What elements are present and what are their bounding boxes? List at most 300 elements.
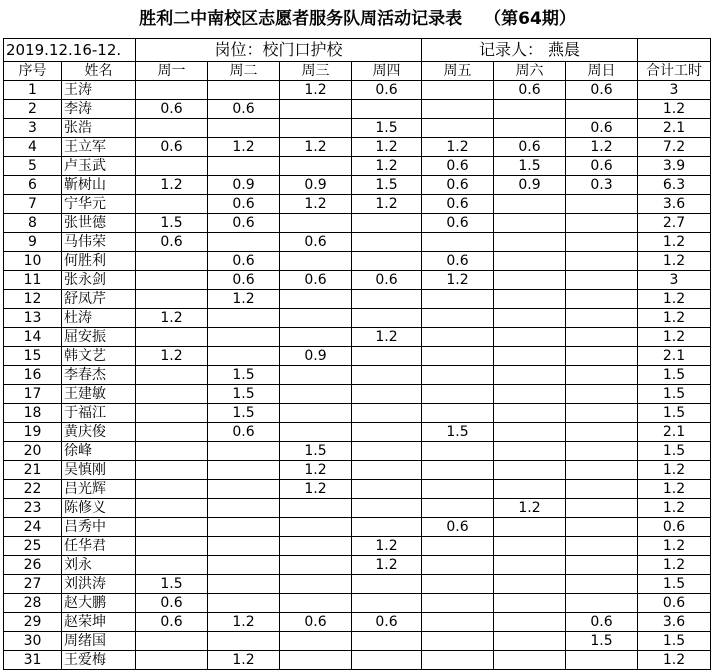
- total-hours: 1.5: [638, 385, 711, 404]
- day-hours: 1.5: [352, 176, 422, 195]
- volunteer-name: 王涛: [62, 81, 136, 100]
- table-row: [4, 632, 711, 651]
- day-hours: [494, 461, 566, 480]
- day-hours: 1.5: [352, 119, 422, 138]
- volunteer-name: 吕秀中: [62, 518, 136, 537]
- day-hours: [280, 119, 352, 138]
- volunteer-name: 刘洪涛: [62, 575, 136, 594]
- day-hours: [280, 499, 352, 518]
- volunteer-name: 张世德: [62, 214, 136, 233]
- day-hours: [136, 404, 208, 423]
- day-hours: [566, 594, 638, 613]
- volunteer-name: 李涛: [62, 100, 136, 119]
- day-hours: [136, 81, 208, 100]
- row-index: 18: [4, 404, 62, 423]
- day-hours: [494, 613, 566, 632]
- day-hours: [494, 271, 566, 290]
- day-hours: 0.9: [280, 176, 352, 195]
- day-hours: [422, 233, 494, 252]
- day-hours: [422, 309, 494, 328]
- row-index: 11: [4, 271, 62, 290]
- day-hours: 0.6: [566, 119, 638, 138]
- volunteer-name: 王建敏: [62, 385, 136, 404]
- volunteer-name: 何胜利: [62, 252, 136, 271]
- day-hours: [566, 385, 638, 404]
- total-hours: 7.2: [638, 138, 711, 157]
- day-hours: [208, 632, 280, 651]
- volunteer-name: 张永剑: [62, 271, 136, 290]
- day-hours: 1.2: [280, 461, 352, 480]
- day-hours: 0.6: [208, 100, 280, 119]
- day-hours: [208, 480, 280, 499]
- day-hours: [566, 556, 638, 575]
- volunteer-name: 徐峰: [62, 442, 136, 461]
- day-hours: [208, 556, 280, 575]
- total-hours: 3: [638, 81, 711, 100]
- day-hours: [280, 290, 352, 309]
- table-row: [4, 537, 711, 556]
- day-hours: [494, 480, 566, 499]
- day-hours: [136, 366, 208, 385]
- volunteer-name: 马伟荣: [62, 233, 136, 252]
- volunteer-name: 周绪国: [62, 632, 136, 651]
- total-hours: 2.1: [638, 423, 711, 442]
- day-hours: 0.6: [208, 195, 280, 214]
- table-row: [4, 556, 711, 575]
- row-index: 22: [4, 480, 62, 499]
- day-hours: [494, 423, 566, 442]
- day-hours: [208, 328, 280, 347]
- day-hours: [208, 157, 280, 176]
- day-hours: [422, 100, 494, 119]
- day-hours: 1.5: [208, 366, 280, 385]
- day-hours: 0.6: [422, 518, 494, 537]
- day-hours: [566, 461, 638, 480]
- table-row: [4, 423, 711, 442]
- day-hours: [566, 309, 638, 328]
- day-hours: 1.5: [494, 157, 566, 176]
- day-hours: 1.2: [566, 138, 638, 157]
- day-hours: [422, 594, 494, 613]
- day-hours: [566, 537, 638, 556]
- day-hours: [494, 309, 566, 328]
- volunteer-name: 舒凤芹: [62, 290, 136, 309]
- day-hours: [352, 632, 422, 651]
- day-hours: [136, 423, 208, 442]
- table-row: [4, 233, 711, 252]
- day-hours: 0.6: [208, 423, 280, 442]
- day-hours: [280, 632, 352, 651]
- day-hours: [494, 651, 566, 670]
- row-index: 8: [4, 214, 62, 233]
- total-hours: 1.5: [638, 442, 711, 461]
- day-hours: 1.5: [208, 385, 280, 404]
- total-hours: 0.6: [638, 594, 711, 613]
- day-hours: 0.6: [422, 195, 494, 214]
- day-hours: [208, 347, 280, 366]
- day-hours: [494, 252, 566, 271]
- day-hours: [494, 290, 566, 309]
- volunteer-name: 陈修义: [62, 499, 136, 518]
- total-hours: 1.2: [638, 100, 711, 119]
- day-hours: [136, 556, 208, 575]
- day-hours: 1.2: [352, 328, 422, 347]
- total-hours: 1.5: [638, 632, 711, 651]
- day-hours: [208, 537, 280, 556]
- day-hours: [352, 233, 422, 252]
- row-index: 30: [4, 632, 62, 651]
- table-row: [4, 252, 711, 271]
- day-hours: [208, 309, 280, 328]
- day-hours: [422, 442, 494, 461]
- total-hours: 1.2: [638, 252, 711, 271]
- day-hours: 1.5: [422, 423, 494, 442]
- day-hours: [494, 100, 566, 119]
- volunteer-name: 李春杰: [62, 366, 136, 385]
- row-index: 28: [4, 594, 62, 613]
- row-index: 2: [4, 100, 62, 119]
- day-hours: [494, 556, 566, 575]
- day-hours: [494, 537, 566, 556]
- day-hours: [422, 119, 494, 138]
- day-hours: [494, 632, 566, 651]
- day-hours: [352, 575, 422, 594]
- day-hours: 0.6: [566, 157, 638, 176]
- day-hours: 1.2: [352, 138, 422, 157]
- day-hours: 1.2: [352, 556, 422, 575]
- day-hours: [136, 632, 208, 651]
- column-header: 周三: [280, 62, 352, 81]
- day-hours: 1.5: [566, 632, 638, 651]
- table-row: [4, 651, 711, 670]
- table-row: [4, 271, 711, 290]
- row-index: 23: [4, 499, 62, 518]
- day-hours: [566, 366, 638, 385]
- day-hours: [352, 385, 422, 404]
- table-row: [4, 461, 711, 480]
- day-hours: [494, 366, 566, 385]
- day-hours: [208, 594, 280, 613]
- volunteer-name: 张浩: [62, 119, 136, 138]
- total-hours: 3.6: [638, 613, 711, 632]
- day-hours: [280, 252, 352, 271]
- volunteer-name: 于福江: [62, 404, 136, 423]
- total-hours: 1.2: [638, 651, 711, 670]
- day-hours: [352, 461, 422, 480]
- day-hours: 1.5: [136, 575, 208, 594]
- day-hours: 0.9: [280, 347, 352, 366]
- day-hours: 1.5: [208, 404, 280, 423]
- row-index: 10: [4, 252, 62, 271]
- day-hours: [136, 518, 208, 537]
- table-row: [4, 347, 711, 366]
- day-hours: [280, 423, 352, 442]
- day-hours: [136, 252, 208, 271]
- day-hours: 1.2: [208, 651, 280, 670]
- record-table: [3, 38, 711, 670]
- table-row: [4, 195, 711, 214]
- day-hours: 1.2: [136, 309, 208, 328]
- day-hours: 0.6: [494, 138, 566, 157]
- day-hours: [566, 423, 638, 442]
- day-hours: [566, 214, 638, 233]
- day-hours: 1.5: [280, 442, 352, 461]
- day-hours: [280, 651, 352, 670]
- day-hours: [494, 404, 566, 423]
- day-hours: 0.6: [352, 271, 422, 290]
- column-header: 周六: [494, 62, 566, 81]
- row-index: 6: [4, 176, 62, 195]
- table-row: [4, 100, 711, 119]
- day-hours: 0.9: [494, 176, 566, 195]
- day-hours: [352, 347, 422, 366]
- day-hours: [352, 252, 422, 271]
- row-index: 19: [4, 423, 62, 442]
- volunteer-name: 屈安振: [62, 328, 136, 347]
- day-hours: 0.6: [208, 271, 280, 290]
- day-hours: 1.2: [280, 138, 352, 157]
- day-hours: 0.6: [136, 100, 208, 119]
- day-hours: 0.6: [494, 81, 566, 100]
- volunteer-name: 靳树山: [62, 176, 136, 195]
- day-hours: [494, 518, 566, 537]
- day-hours: [566, 100, 638, 119]
- day-hours: [494, 347, 566, 366]
- day-hours: [494, 575, 566, 594]
- day-hours: [566, 328, 638, 347]
- day-hours: [422, 385, 494, 404]
- column-header: 序号: [4, 62, 62, 81]
- column-header: 周四: [352, 62, 422, 81]
- day-hours: [136, 442, 208, 461]
- day-hours: [136, 328, 208, 347]
- total-hours: 1.2: [638, 499, 711, 518]
- sheet-title: [0, 0, 715, 38]
- row-index: 21: [4, 461, 62, 480]
- header-row: [4, 62, 711, 81]
- total-hours: 3.6: [638, 195, 711, 214]
- row-index: 4: [4, 138, 62, 157]
- row-index: 31: [4, 651, 62, 670]
- total-hours: 1.5: [638, 404, 711, 423]
- day-hours: [136, 271, 208, 290]
- day-hours: [280, 537, 352, 556]
- day-hours: [352, 309, 422, 328]
- volunteer-name: 韩文艺: [62, 347, 136, 366]
- day-hours: 0.3: [566, 176, 638, 195]
- day-hours: [352, 100, 422, 119]
- day-hours: [352, 594, 422, 613]
- day-hours: 1.5: [136, 214, 208, 233]
- row-index: 17: [4, 385, 62, 404]
- day-hours: 0.6: [422, 157, 494, 176]
- day-hours: 0.6: [422, 214, 494, 233]
- row-index: 25: [4, 537, 62, 556]
- day-hours: 0.6: [422, 252, 494, 271]
- day-hours: [566, 271, 638, 290]
- volunteer-name: 黄庆俊: [62, 423, 136, 442]
- total-hours: 2.7: [638, 214, 711, 233]
- total-hours: 3.9: [638, 157, 711, 176]
- row-index: 5: [4, 157, 62, 176]
- day-hours: [422, 537, 494, 556]
- day-hours: [280, 518, 352, 537]
- day-hours: [280, 366, 352, 385]
- info-row: [4, 39, 711, 62]
- table-row: [4, 385, 711, 404]
- day-hours: 0.6: [208, 214, 280, 233]
- day-hours: [494, 328, 566, 347]
- total-hours: 3: [638, 271, 711, 290]
- day-hours: 0.6: [566, 81, 638, 100]
- total-hours: 6.3: [638, 176, 711, 195]
- day-hours: [352, 366, 422, 385]
- day-hours: 1.2: [422, 271, 494, 290]
- day-hours: [566, 480, 638, 499]
- volunteer-name: 赵荣坤: [62, 613, 136, 632]
- day-hours: [208, 461, 280, 480]
- volunteer-name: 赵大鹏: [62, 594, 136, 613]
- day-hours: [352, 442, 422, 461]
- day-hours: [494, 442, 566, 461]
- total-hours: 2.1: [638, 347, 711, 366]
- day-hours: [494, 119, 566, 138]
- table-row: [4, 157, 711, 176]
- recorder-label: 记录人： 燕晨: [422, 39, 638, 62]
- column-header: 周二: [208, 62, 280, 81]
- row-index: 12: [4, 290, 62, 309]
- day-hours: [566, 499, 638, 518]
- day-hours: 0.6: [280, 233, 352, 252]
- table-row: [4, 176, 711, 195]
- day-hours: [422, 404, 494, 423]
- row-index: 20: [4, 442, 62, 461]
- day-hours: 0.6: [280, 271, 352, 290]
- day-hours: 1.2: [494, 499, 566, 518]
- volunteer-name: 刘永: [62, 556, 136, 575]
- day-hours: [280, 157, 352, 176]
- volunteer-name: 任华君: [62, 537, 136, 556]
- volunteer-name: 宁华元: [62, 195, 136, 214]
- day-hours: 0.6: [566, 613, 638, 632]
- day-hours: 0.6: [422, 176, 494, 195]
- day-hours: 0.6: [352, 613, 422, 632]
- row-index: 7: [4, 195, 62, 214]
- day-hours: [208, 233, 280, 252]
- total-hours: 1.2: [638, 556, 711, 575]
- day-hours: [136, 480, 208, 499]
- day-hours: [136, 537, 208, 556]
- day-hours: [136, 157, 208, 176]
- row-index: 3: [4, 119, 62, 138]
- table-row: [4, 214, 711, 233]
- day-hours: [280, 385, 352, 404]
- date-range: 2019.12.16-12.: [4, 39, 136, 62]
- day-hours: [280, 214, 352, 233]
- day-hours: [494, 195, 566, 214]
- total-hours: 1.2: [638, 461, 711, 480]
- day-hours: [566, 252, 638, 271]
- day-hours: [208, 442, 280, 461]
- volunteer-name: 吴慎刚: [62, 461, 136, 480]
- post-label: 岗位：校门口护校: [136, 39, 422, 62]
- day-hours: [566, 518, 638, 537]
- table-row: [4, 442, 711, 461]
- total-hours: 1.2: [638, 537, 711, 556]
- row-index: 1: [4, 81, 62, 100]
- day-hours: [422, 81, 494, 100]
- day-hours: [566, 575, 638, 594]
- day-hours: 1.2: [280, 81, 352, 100]
- row-index: 15: [4, 347, 62, 366]
- day-hours: 1.2: [352, 195, 422, 214]
- day-hours: [352, 518, 422, 537]
- day-hours: 1.2: [280, 195, 352, 214]
- table-row: [4, 328, 711, 347]
- issue-number: （第64期）: [484, 9, 576, 29]
- day-hours: [352, 423, 422, 442]
- day-hours: [280, 328, 352, 347]
- day-hours: [566, 347, 638, 366]
- day-hours: [422, 556, 494, 575]
- day-hours: [280, 575, 352, 594]
- day-hours: 1.2: [352, 157, 422, 176]
- total-hours: 1.2: [638, 328, 711, 347]
- day-hours: [136, 195, 208, 214]
- table-row: [4, 575, 711, 594]
- title-text: 胜利二中南校区志愿者服务队周活动记录表: [139, 9, 463, 29]
- day-hours: [136, 119, 208, 138]
- day-hours: [422, 575, 494, 594]
- total-hours: 1.2: [638, 290, 711, 309]
- column-header: 合计工时: [638, 62, 711, 81]
- day-hours: [352, 499, 422, 518]
- day-hours: [422, 461, 494, 480]
- day-hours: [352, 651, 422, 670]
- day-hours: [208, 518, 280, 537]
- day-hours: 1.2: [208, 613, 280, 632]
- row-index: 27: [4, 575, 62, 594]
- table-row: [4, 594, 711, 613]
- day-hours: [136, 499, 208, 518]
- day-hours: 0.6: [280, 613, 352, 632]
- total-hours: 1.5: [638, 366, 711, 385]
- day-hours: [352, 214, 422, 233]
- day-hours: 1.2: [280, 480, 352, 499]
- row-index: 9: [4, 233, 62, 252]
- day-hours: 0.6: [136, 594, 208, 613]
- day-hours: [208, 81, 280, 100]
- table-row: [4, 499, 711, 518]
- table-row: [4, 613, 711, 632]
- table-row: [4, 309, 711, 328]
- day-hours: [566, 651, 638, 670]
- table-row: [4, 138, 711, 157]
- day-hours: [280, 556, 352, 575]
- day-hours: [352, 290, 422, 309]
- table-row: [4, 290, 711, 309]
- day-hours: [136, 461, 208, 480]
- day-hours: [422, 328, 494, 347]
- volunteer-name: 吕光辉: [62, 480, 136, 499]
- day-hours: 0.6: [136, 138, 208, 157]
- day-hours: [352, 404, 422, 423]
- total-hours: 1.2: [638, 480, 711, 499]
- day-hours: [422, 613, 494, 632]
- table-row: [4, 480, 711, 499]
- table-row: [4, 366, 711, 385]
- day-hours: [566, 404, 638, 423]
